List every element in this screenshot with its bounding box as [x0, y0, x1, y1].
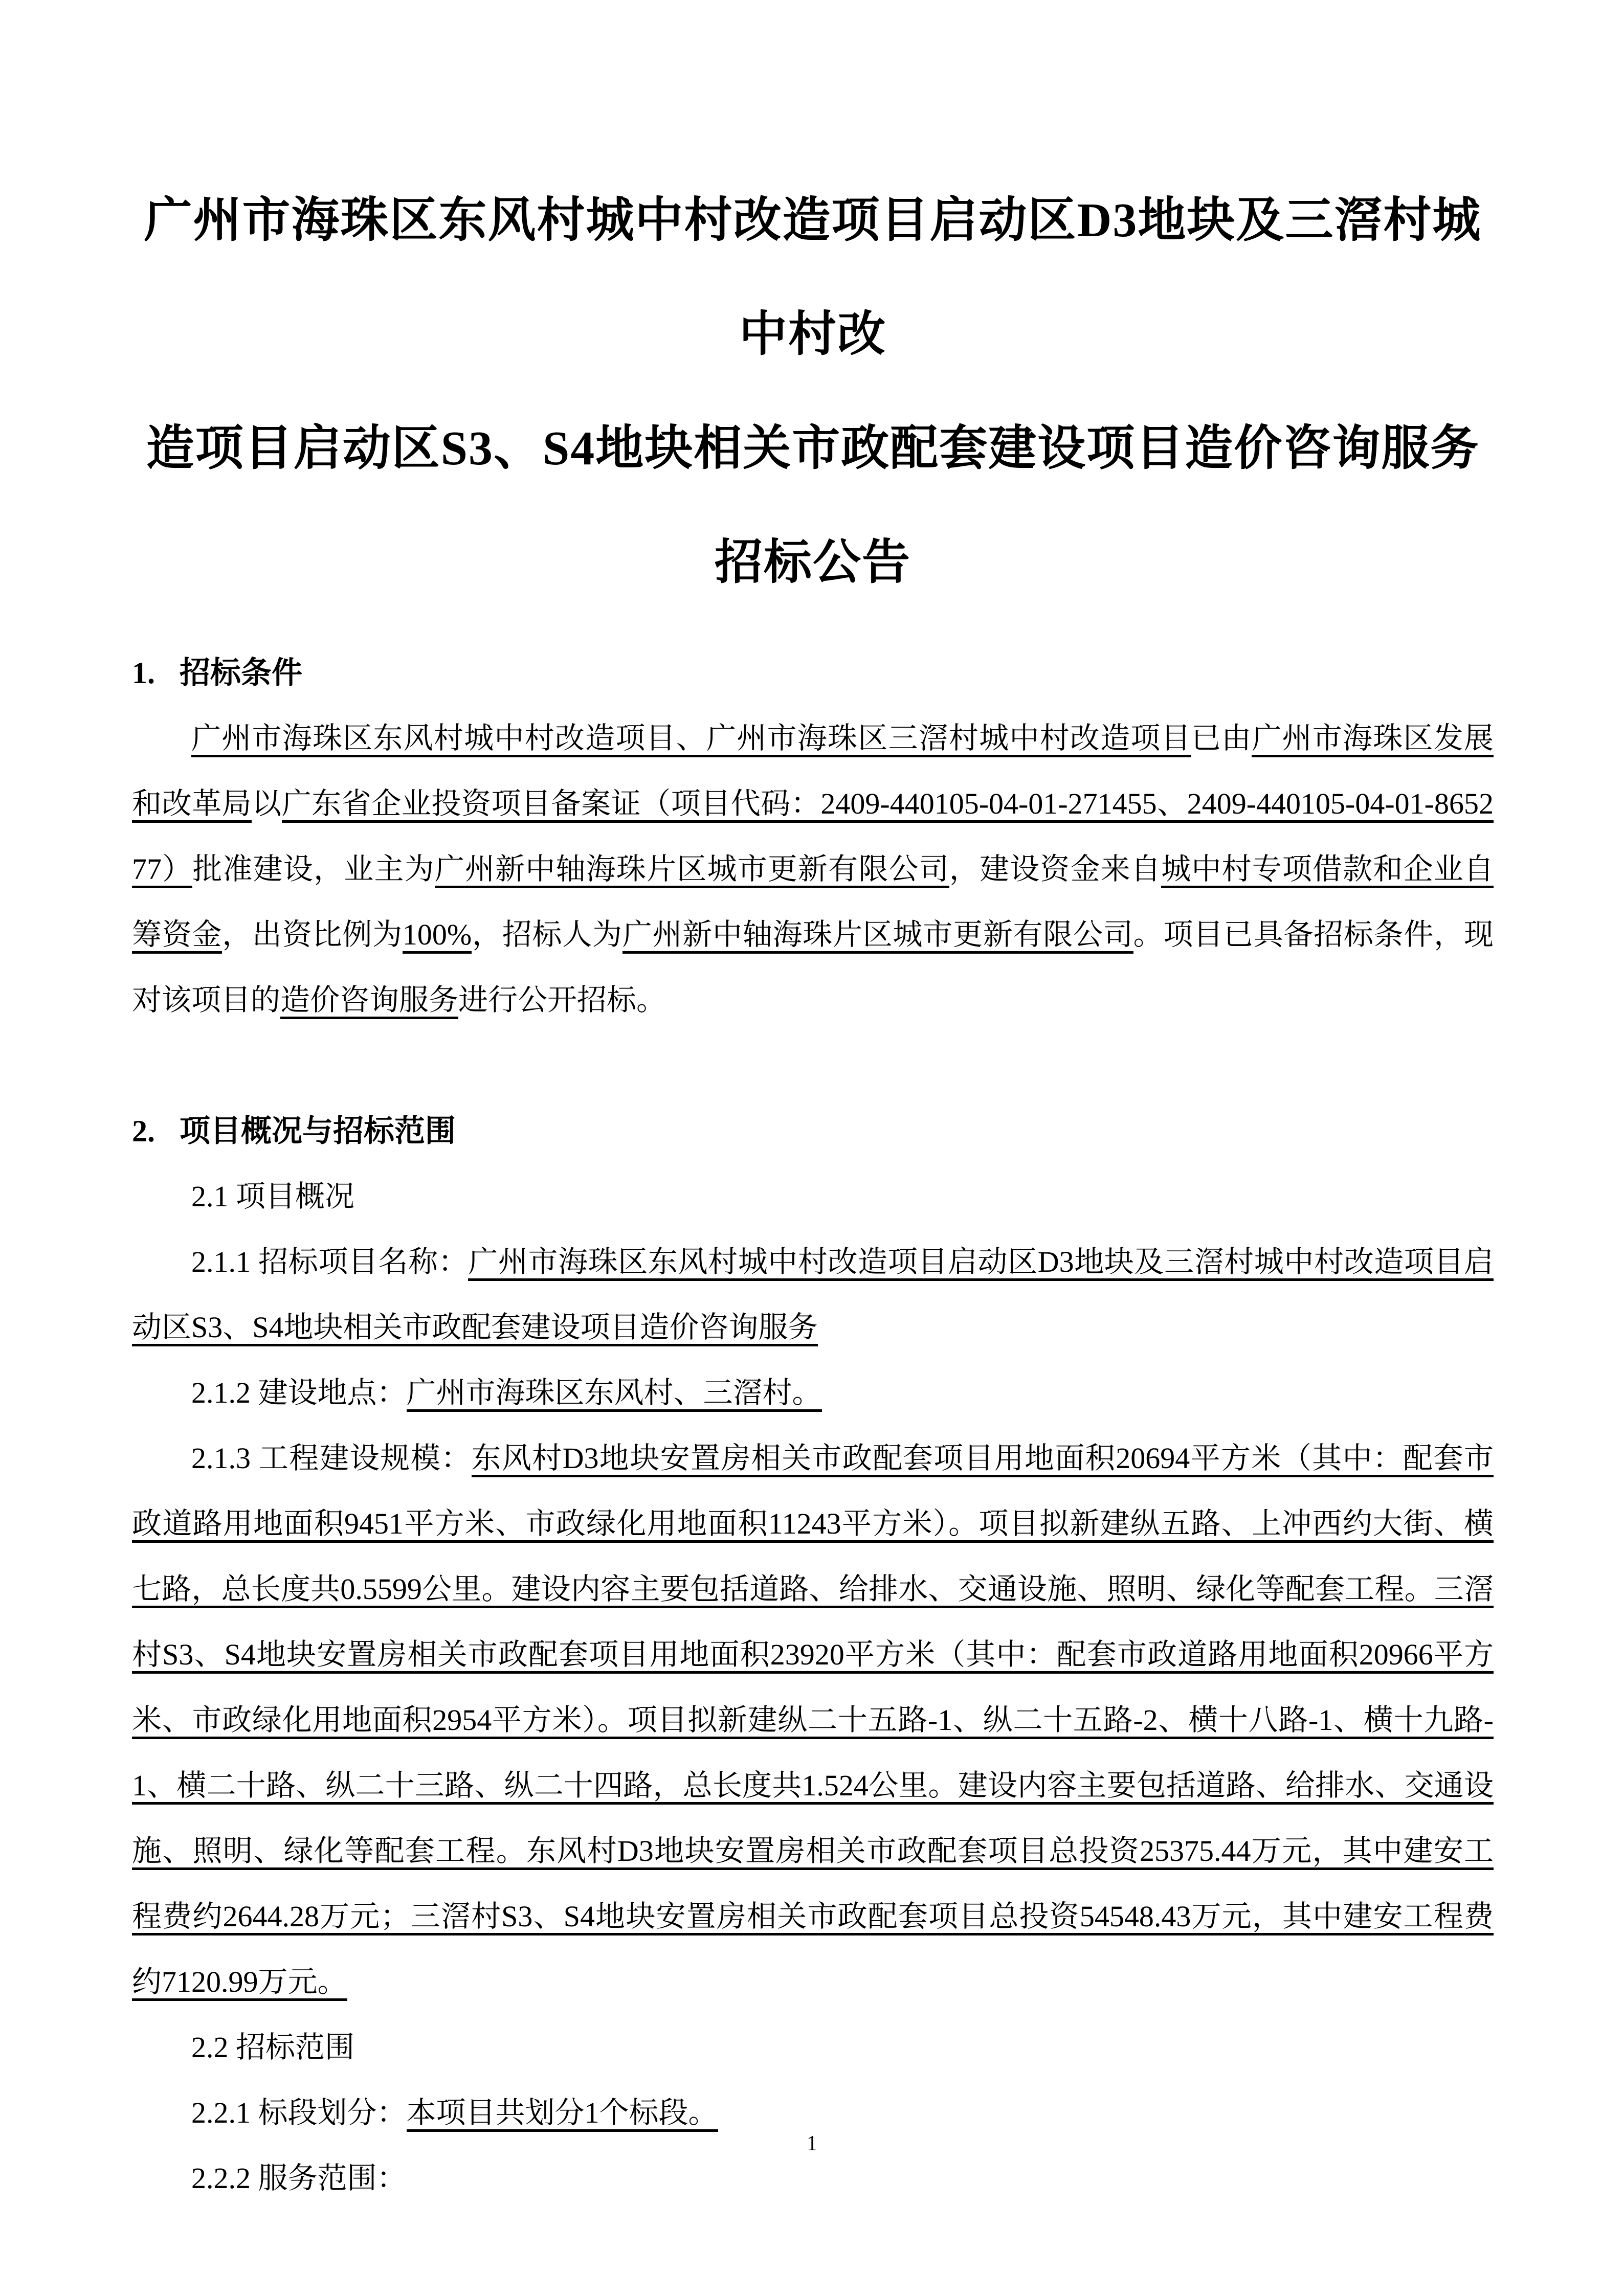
- text-run: 2.1 项目概况: [191, 1180, 355, 1213]
- underlined-text-run: 广州市海珠区东风村城中村改造项目启动区D3地块及三滘村城中村改造项目启动区S3、S4地块相关市政配套建设项目造价咨询服务: [132, 1245, 1494, 1346]
- section-2-number: 2.: [132, 1114, 155, 1148]
- page-number: 1: [807, 2132, 817, 2155]
- underlined-text-run: 东风村D3地块安置房相关市政配套项目用地面积20694平方米（其中：配套市政道路用地面积9451平方米、市政绿化用地面积11243平方米）。项目拟新建纵五路、上冲西约大街、横七路，总长度共0.5599公里。建设内容主要包括道路、给排水、交通设施、照明、绿化等配套工程。三滘村S3、S4地块安置房相关市政配套项目用地面积23920平方米（其中：配套市政道路用地面积20966平方米、市政绿化用地面积2954平方米）。项目拟新建纵二十五路-1、纵二十五路-2、横十八路-1、横十九路-1、横二十路、纵二十三路、纵二十四路，总长度共1.524公里。建设内容主要包括道路、给排水、交通设施、照明、绿化等配套工程。东风村D3地块安置房相关市政配套项目总投资25375.44万元，其中建安工程费约2644.28万元；三滘村S3、S4地块安置房相关市政配套项目总投资54548.43万元，其中建安工程费约7120.99万元。: [132, 1442, 1494, 2001]
- subheading-2-1-project-overview: [132, 1164, 1494, 1229]
- text-run: 。项目已具备招标条件，现对该项目的: [132, 918, 1494, 1017]
- text-run: 2.1.3 工程建设规模：: [191, 1442, 472, 1475]
- underlined-text-run: 广东省企业投资项目备案证（项目代码：2409-440105-04-01-271455、2409-440105-04-01-865277）: [132, 787, 1494, 888]
- title-line-1: 广州市海珠区东风村城中村改造项目启动区D3地块及三滘村城中村改: [144, 194, 1482, 361]
- section-1-heading: [132, 640, 1494, 706]
- underlined-text-run: 城中村专项借款和企业自筹资金: [132, 852, 1494, 954]
- paragraph-2-1-3-construction-scale: [132, 1426, 1494, 2015]
- underlined-text-run: 广州市海珠区东风村城中村改造项目、广州市海珠区三滘村城中村改造项目: [191, 722, 1191, 757]
- document-title: [132, 164, 1494, 620]
- underlined-text-run: 广州新中轴海珠片区城市更新有限公司: [622, 918, 1133, 954]
- underlined-text-run: 广州市海珠区东风村、三滘村。: [407, 1376, 822, 1412]
- text-run: ，出资比例为: [222, 918, 403, 951]
- section-1-number: 1.: [132, 656, 155, 690]
- text-run: 以: [252, 787, 282, 820]
- title-line-2: 造项目启动区S3、S4地块相关市政配套建设项目造价咨询服务: [146, 422, 1480, 475]
- text-run: ，招标人为: [472, 918, 622, 951]
- section-2-heading: [132, 1098, 1494, 1164]
- paragraph-tender-conditions: [132, 706, 1494, 1033]
- text-run: ，建设资金来自: [949, 852, 1162, 886]
- text-run: 进行公开招标。: [458, 983, 666, 1017]
- section-2-label: 项目概况与招标范围: [180, 1114, 456, 1148]
- text-run: 已由: [1191, 722, 1252, 755]
- paragraph-2-1-1-project-name: [132, 1229, 1494, 1360]
- text-run: 批准建设，业主为: [192, 852, 435, 886]
- underlined-text-run: 100%: [403, 918, 472, 954]
- section-1-label: 招标条件: [180, 656, 302, 690]
- paragraph-2-1-2-location: [132, 1360, 1494, 1426]
- text-run: 2.2.2 服务范围：: [191, 2162, 407, 2195]
- text-run: 2.1.2 建设地点：: [191, 1376, 407, 1409]
- underlined-text-run: 造价咨询服务: [280, 983, 458, 1019]
- title-line-3: 招标公告: [714, 536, 911, 589]
- subheading-2-2-tender-scope: [132, 2015, 1494, 2080]
- underlined-text-run: 本项目共划分1个标段。: [407, 2096, 718, 2132]
- text-run: 2.2.1 标段划分：: [191, 2096, 407, 2129]
- underlined-text-run: 广州新中轴海珠片区城市更新有限公司: [435, 852, 949, 888]
- text-run: 2.2 招标范围: [191, 2031, 355, 2064]
- text-run: 2.1.1 招标项目名称：: [191, 1245, 469, 1278]
- underlined-text-run: 广州市海珠区发展和改革局: [132, 722, 1494, 823]
